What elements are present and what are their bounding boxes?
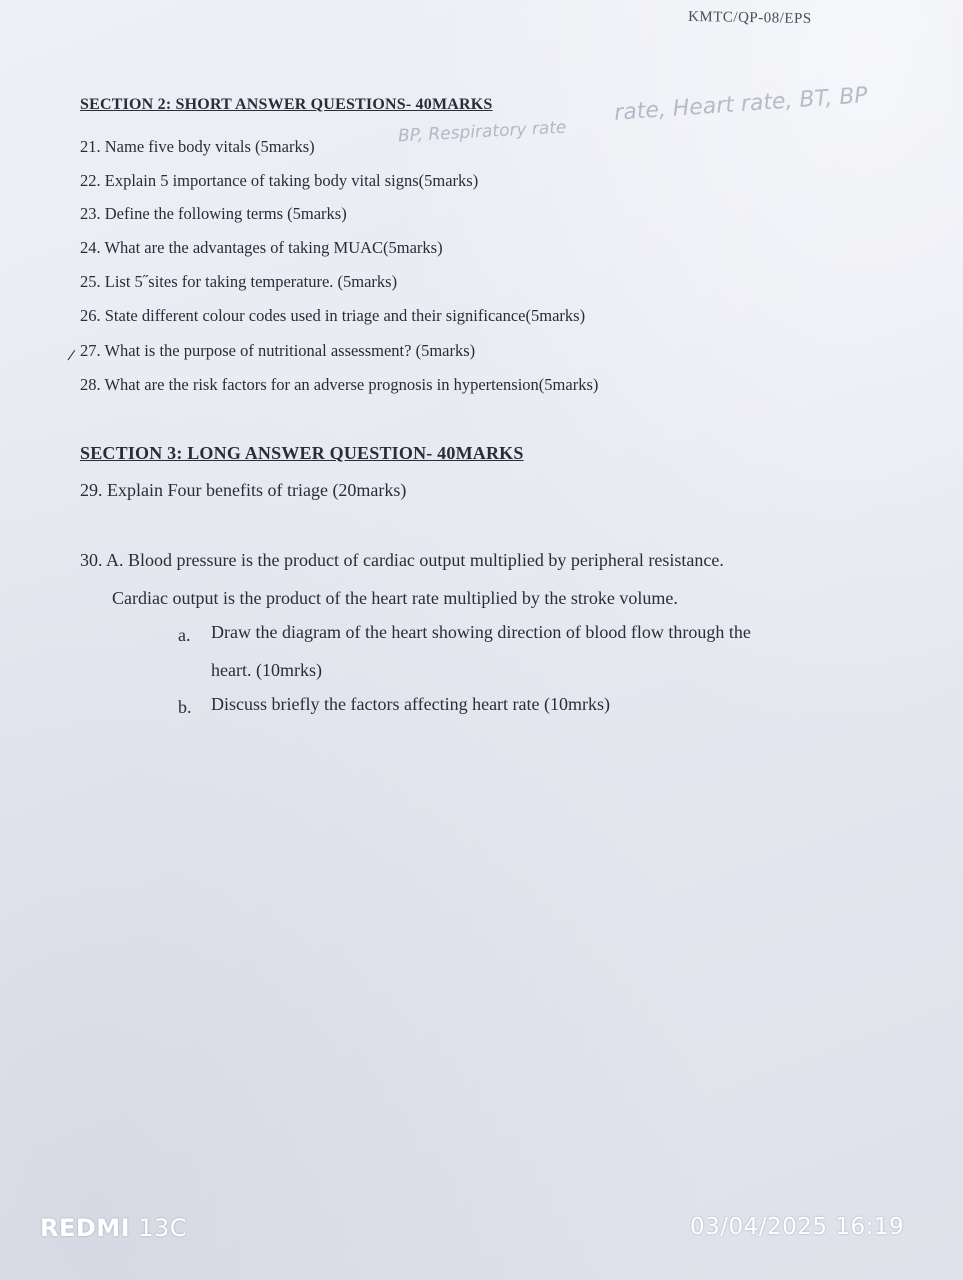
- question-28: 28. What are the risk factors for an adverse prognosis in hypertension(5marks): [80, 375, 599, 394]
- section-2-heading: SECTION 2: SHORT ANSWER QUESTIONS- 40MARKS: [80, 96, 493, 113]
- question-29: 29. Explain Four benefits of triage (20marks): [80, 480, 407, 500]
- camera-brand: REDMI: [40, 1214, 131, 1242]
- subquestion-b-text: Discuss briefly the factors affecting heart rate (10mrks): [211, 694, 611, 714]
- question-24: 24. What are the advantages of taking MUAC(5marks): [80, 238, 443, 257]
- handwritten-note: BP, Respiratory rate: [397, 117, 567, 147]
- camera-brand-watermark: [40, 1214, 187, 1242]
- subquestion-a-line-1: Draw the diagram of the heart showing direction of blood flow through the: [211, 622, 751, 642]
- section-3-heading: SECTION 3: LONG ANSWER QUESTION- 40MARKS: [80, 443, 524, 463]
- question-26: 26. State different colour codes used in triage and their significance(5marks): [80, 306, 586, 325]
- subquestion-a-line-2: heart. (10mrks): [211, 660, 322, 680]
- question-30-line-1: 30. A. Blood pressure is the product of cardiac output multiplied by peripheral resistance.: [80, 550, 724, 570]
- question-25: 25. List 5˝sites for taking temperature. (5marks): [80, 272, 398, 291]
- document-code: KMTC/QP-08/EPS: [687, 8, 812, 28]
- subquestion-b-label: b.: [178, 697, 192, 717]
- handwritten-note: rate, Heart rate, BT, BP: [613, 83, 869, 126]
- question-27: 27. What is the purpose of nutritional assessment? (5marks): [80, 341, 476, 360]
- question-21: 21. Name five body vitals (5marks): [80, 137, 315, 156]
- subquestion-a-label: a.: [178, 625, 191, 645]
- question-22: 22. Explain 5 importance of taking body vital signs(5marks): [80, 171, 479, 190]
- photo-timestamp: 03/04/2025 16:19: [690, 1214, 905, 1240]
- question-23: 23. Define the following terms (5marks): [80, 204, 347, 223]
- camera-model: 13C: [138, 1214, 188, 1242]
- question-30-line-2: Cardiac output is the product of the heart rate multiplied by the stroke volume.: [112, 588, 678, 608]
